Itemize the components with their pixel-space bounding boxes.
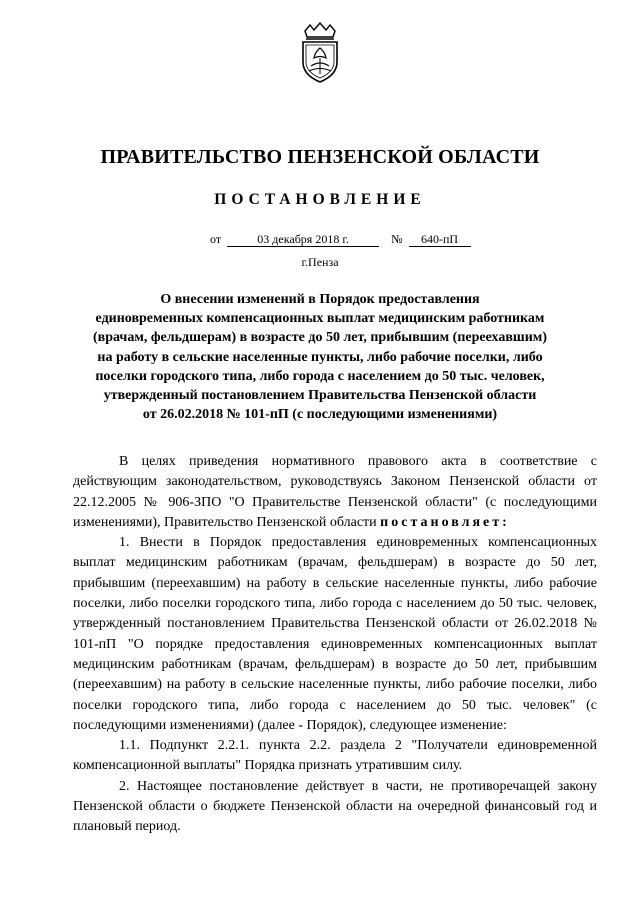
date-number-line [210, 232, 471, 247]
number-label: № [391, 232, 403, 246]
paragraph-item-2: 2. Настоящее постановление действует в части, не противоречащей закону Пензенской области о бюджете Пензенской области на очередной финансовый год и плановый период. [73, 778, 597, 835]
subject-line: от 26.02.2018 № 101-пП (с последующими изменениями) [142, 407, 498, 423]
subject-line: на работу в сельские населенные пункты, либо рабочие поселки, либо [97, 349, 543, 365]
from-label: от [210, 232, 222, 246]
document-body [73, 452, 597, 838]
city: г.Пенза [301, 255, 339, 269]
preamble-text: В целях приведения нормативного правового акта в соответствие с действующим законодательством, руководствуясь Законом Пензенской области от 22.12.2005 № 906-ЗПО "О Правительстве Пензенской области" (с последующими изменениями), Правительство Пензенской области [73, 454, 597, 530]
subject-line: поселки городского типа, либо города с населением до 50 тыс. человек, [95, 368, 545, 384]
subject-line: единовременных компенсационных выплат медицинским работникам [95, 311, 545, 327]
subject-line: утвержденный постановлением Правительства Пензенской области [103, 388, 537, 404]
document-date: 03 декабря 2018 г. [227, 233, 379, 247]
subject-line: (врачам, фельдшерам) в возрасте до 50 лет, прибывшим (переехавшим) [92, 330, 548, 346]
subject-line: О внесении изменений в Порядок предоставления [160, 292, 480, 307]
coat-of-arms-emblem [296, 22, 344, 84]
resolves-word: постановляет: [380, 514, 510, 530]
paragraph-item-1-1: 1.1. Подпункт 2.2.1. пункта 2.2. раздела 2 "Получатели единовременной компенсационной выплаты" Порядка признать утратившим силу. [73, 738, 597, 774]
paragraph-preamble [73, 452, 597, 533]
document-type: ПОСТАНОВЛЕНИЕ [214, 191, 426, 208]
document-number: 640-пП [409, 233, 471, 247]
paragraph-item-1: 1. Внести в Порядок предоставления единовременных компенсационных выплат медицинским работникам (врачам, фельдшерам) в возрасте до 50 лет, прибывшим (переехавшим) на работу в сельские населенные пункты, либо рабочие поселки, либо поселки городского типа, либо города с населением до 50 тыс. человек, утвержденный постановлением Правительства Пензенской области от 26.02.2018 № 101-пП "О порядке предоставления единовременных компенсационных выплат медицинским работникам (врачам, фельдшерам) в возрасте до 50 лет, прибывшим (переехавшим) на работу в сельские населенные пункты, либо рабочие поселки, либо поселки городского типа, либо города с населением до 50 тыс. человек" (с последующими изменениями) (далее - Порядок), следующее изменение: [73, 535, 597, 733]
document-subject [70, 290, 570, 424]
government-title: ПРАВИТЕЛЬСТВО ПЕНЗЕНСКОЙ ОБЛАСТИ [100, 146, 540, 168]
